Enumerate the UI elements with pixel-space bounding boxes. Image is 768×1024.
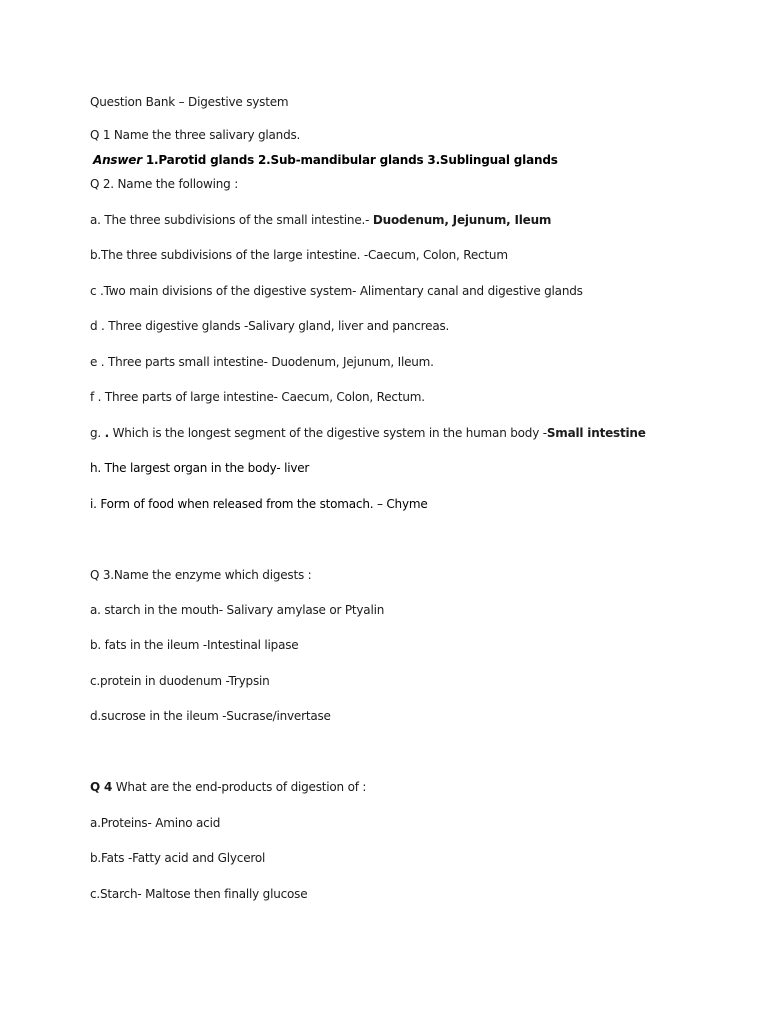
q2-item-a-text: a. The three subdivisions of the small intestine.-: [90, 213, 373, 227]
q4-item-c: c.Starch- Maltose then finally glucose: [90, 887, 308, 901]
q2-item-a-answer: Duodenum, Jejunum, Ileum: [372, 213, 552, 227]
q3-item-a: a. starch in the mouth- Salivary amylase or Ptyalin: [90, 603, 385, 617]
q2-item-c: c .Two main divisions of the digestive system- Alimentary canal and digestive glands: [90, 284, 583, 298]
q2-item-i: i. Form of food when released from the stomach. – Chyme: [90, 497, 428, 511]
q2-item-b: b.The three subdivisions of the large intestine. -Caecum, Colon, Rectum: [90, 248, 508, 262]
q1-answer-line: [93, 152, 558, 168]
q2-item-h: h. The largest organ in the body- liver: [90, 461, 310, 475]
q1-answer-label: Answer: [93, 153, 142, 167]
q3-question: Q 3.Name the enzyme which digests :: [90, 568, 312, 582]
q1-question: Q 1 Name the three salivary glands.: [90, 128, 301, 142]
q2-item-g-answer: Small intestine: [546, 426, 646, 440]
q2-item-e: e . Three parts small intestine- Duodenum, Jejunum, Ileum.: [90, 355, 434, 369]
q4-question-line: [90, 779, 366, 795]
q1-answer: 1.Parotid glands 2.Sub-mandibular glands 3.Sublingual glands: [141, 153, 558, 167]
q2-item-a: [90, 212, 551, 228]
q2-question: Q 2. Name the following :: [90, 177, 239, 191]
q2-item-d: d . Three digestive glands -Salivary gland, liver and pancreas.: [90, 319, 450, 333]
document-title: Question Bank – Digestive system: [90, 95, 289, 109]
q3-item-d: d.sucrose in the ileum -Sucrase/invertase: [90, 709, 331, 723]
q2-item-g-prefix: g.: [90, 426, 105, 440]
q2-item-g: [90, 425, 646, 441]
q4-item-b: b.Fats -Fatty acid and Glycerol: [90, 851, 266, 865]
q4-item-a: a.Proteins- Amino acid: [90, 816, 221, 830]
q4-question: What are the end-products of digestion of :: [112, 780, 367, 794]
q2-item-g-text: Which is the longest segment of the digestive system in the human body -: [109, 426, 547, 440]
q3-item-c: c.protein in duodenum -Trypsin: [90, 674, 270, 688]
q2-item-g-dot: .: [104, 426, 110, 440]
q3-item-b: b. fats in the ileum -Intestinal lipase: [90, 638, 299, 652]
q2-item-f: f . Three parts of large intestine- Caecum, Colon, Rectum.: [90, 390, 425, 404]
q4-label: Q 4: [90, 780, 113, 794]
